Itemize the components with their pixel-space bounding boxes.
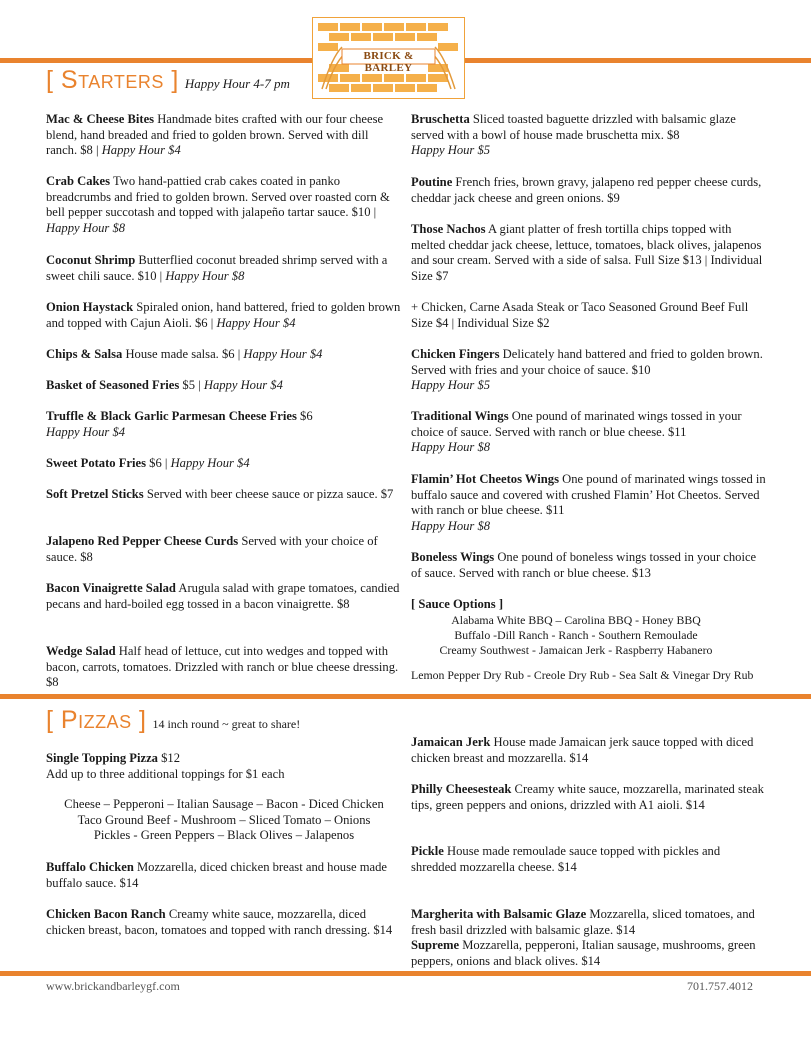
sauce-line: Buffalo -Dill Ranch - Ranch - Southern Remoulade <box>454 627 698 642</box>
starters-heading <box>46 66 290 95</box>
footer-website[interactable]: www.brickandbarleygf.com <box>46 979 180 993</box>
pizzas-subtitle: 14 inch round ~ great to share! <box>152 717 301 731</box>
menu-item-hot-cheetos-wings: Flamin’ Hot Cheetos Wings One pound of marinated wings tossed in buffalo sauce and covered with crushed Flamin’ Hot Cheetos. Served with ranch or blue cheese. $11 Happy Hour $8 <box>411 472 766 533</box>
sauce-list <box>411 613 741 658</box>
footer-phone: 701.757.4012 <box>687 979 753 993</box>
toppings-line: Taco Ground Beef - Mushroom – Sliced Tomato – Onions <box>77 812 371 827</box>
logo-wordmark: BRICK & BARLEY <box>363 50 414 74</box>
menu-item-supreme-pizza: Supreme Mozzarella, pepperoni, Italian sausage, mushrooms, green peppers, onions and black olives. $14 <box>411 938 756 968</box>
menu-item-chicken-bacon-ranch-pizza: Chicken Bacon Ranch Creamy white sauce, mozzarella, diced chicken breast, bacon, tomatoes and topped with ranch dressing. $14 <box>46 907 393 937</box>
menu-item-those-nachos: Those Nachos A giant platter of fresh tortilla chips topped with melted cheddar jack cheese, lettuce, tomatoes, black olives, jalapenos and sour cream. Served with a side of salsa. Full Size $13 | Individual Size $7 <box>411 222 763 283</box>
sauce-options <box>411 597 767 658</box>
menu-item-crab-cakes: Crab Cakes Two hand-pattied crab cakes coated in panko breadcrumbs and fried to golden brown. Served over roasted corn & bell pepper succotash and topped with jalapeño tartar sauce. $10 | Happy Hour $8 <box>46 174 390 235</box>
menu-item-pickle-pizza: Pickle House made remoulade sauce topped with pickles and shredded mozzarella cheese. $14 <box>411 844 721 874</box>
menu-item-single-topping-pizza: Single Topping Pizza $12 Add up to three additional toppings for $1 each <box>46 751 285 781</box>
menu-item-chicken-fingers: Chicken Fingers Delicately hand battered and fried to golden brown. Served with fries and your choice of sauce. $10 Happy Hour $5 <box>411 347 763 393</box>
menu-item-wedge-salad: Wedge Salad Half head of lettuce, cut into wedges and topped with bacon, carrots, tomatoes. Drizzled with ranch or blue cheese dressing. $8 <box>46 644 399 690</box>
toppings-line: Pickles - Green Peppers – Black Olives – Jalapenos <box>93 828 355 843</box>
menu-item-truffle-fries: Truffle & Black Garlic Parmesan Cheese Fries $6 Happy Hour $4 <box>46 409 313 439</box>
menu-item-chips-salsa: Chips & Salsa House made salsa. $6 | Happy Hour $4 <box>46 347 323 361</box>
middle-orange-rule <box>0 694 811 699</box>
toppings-line: Cheese – Pepperoni – Italian Sausage – Bacon - Diced Chicken <box>64 797 384 811</box>
starters-subtitle: Happy Hour 4-7 pm <box>184 76 290 91</box>
menu-item-philly-cheesesteak-pizza: Philly Cheesesteak Creamy white sauce, mozzarella, marinated steak tips, green peppers and onions, drizzled with A1 aioli. $14 <box>411 782 764 812</box>
menu-item-bruschetta: Bruschetta Sliced toasted baguette drizzled with balsamic glaze served with a bowl of house made bruschetta mix. $8 Happy Hour $5 <box>411 112 736 158</box>
menu-item-traditional-wings: Traditional Wings One pound of marinated wings tossed in your choice of sauce. Served with ranch or blue cheese. $11 Happy Hour $8 <box>411 409 742 455</box>
menu-item-jamaican-jerk-pizza: Jamaican Jerk House made Jamaican jerk sauce topped with diced chicken breast and mozzarella. $14 <box>411 735 754 765</box>
pizza-toppings-list <box>46 797 402 844</box>
pizzas-title: [ Pizzas ] <box>46 706 147 734</box>
starters-title: [ Starters ] <box>46 66 179 94</box>
menu-item-mac-cheese-bites: Mac & Cheese Bites Handmade bites crafted with our four cheese blend, hand breaded and fried to golden brown. Served with dill ranch. $8 | Happy Hour $4 <box>46 112 384 158</box>
pizzas-heading <box>46 706 300 735</box>
menu-item-boneless-wings: Boneless Wings One pound of boneless wings tossed in your choice of sauce. Served with ranch or blue cheese. $13 <box>411 550 757 580</box>
menu-item-seasoned-fries: Basket of Seasoned Fries $5 | Happy Hour $4 <box>46 378 283 392</box>
menu-item-margherita-pizza: Margherita with Balsamic Glaze Mozzarella, sliced tomatoes, and fresh basil drizzled with balsamic glaze. $14 <box>411 907 755 937</box>
dry-rub-options: Lemon Pepper Dry Rub - Creole Dry Rub - Sea Salt & Vinegar Dry Rub <box>411 668 754 682</box>
menu-item-nacho-addons: + Chicken, Carne Asada Steak or Taco Seasoned Ground Beef Full Size $4 | Individual Size $2 <box>411 300 749 330</box>
sauce-line: Creamy Southwest - Jamaican Jerk - Raspberry Habanero <box>439 642 713 657</box>
menu-item-coconut-shrimp: Coconut Shrimp Butterflied coconut breaded shrimp served with a sweet chili sauce. $10 | Happy Hour $8 <box>46 253 388 283</box>
sauce-line: Alabama White BBQ – Carolina BBQ - Honey BBQ <box>451 612 701 627</box>
menu-item-cheese-curds: Jalapeno Red Pepper Cheese Curds Served with your choice of sauce. $8 <box>46 534 378 564</box>
menu-item-poutine: Poutine French fries, brown gravy, jalapeno red pepper cheese curds, cheddar jack cheese and green onions. $9 <box>411 175 762 205</box>
bottom-orange-rule <box>0 971 811 976</box>
menu-item-pretzel-sticks: Soft Pretzel Sticks Served with beer cheese sauce or pizza sauce. $7 <box>46 487 394 501</box>
brick-and-barley-logo <box>312 17 465 99</box>
menu-item-onion-haystack: Onion Haystack Spiraled onion, hand battered, fried to golden brown and topped with Cajun Aioli. $6 | Happy Hour $4 <box>46 300 401 330</box>
menu-item-sweet-potato-fries: Sweet Potato Fries $6 | Happy Hour $4 <box>46 456 250 470</box>
menu-item-bacon-salad: Bacon Vinaigrette Salad Arugula salad with grape tomatoes, candied pecans and hard-boiled egg tossed in a bacon vinaigrette. $8 <box>46 581 400 611</box>
sauce-options-title: [ Sauce Options ] <box>411 597 504 611</box>
menu-item-buffalo-chicken-pizza: Buffalo Chicken Mozzarella, diced chicken breast and house made buffalo sauce. $14 <box>46 860 387 890</box>
